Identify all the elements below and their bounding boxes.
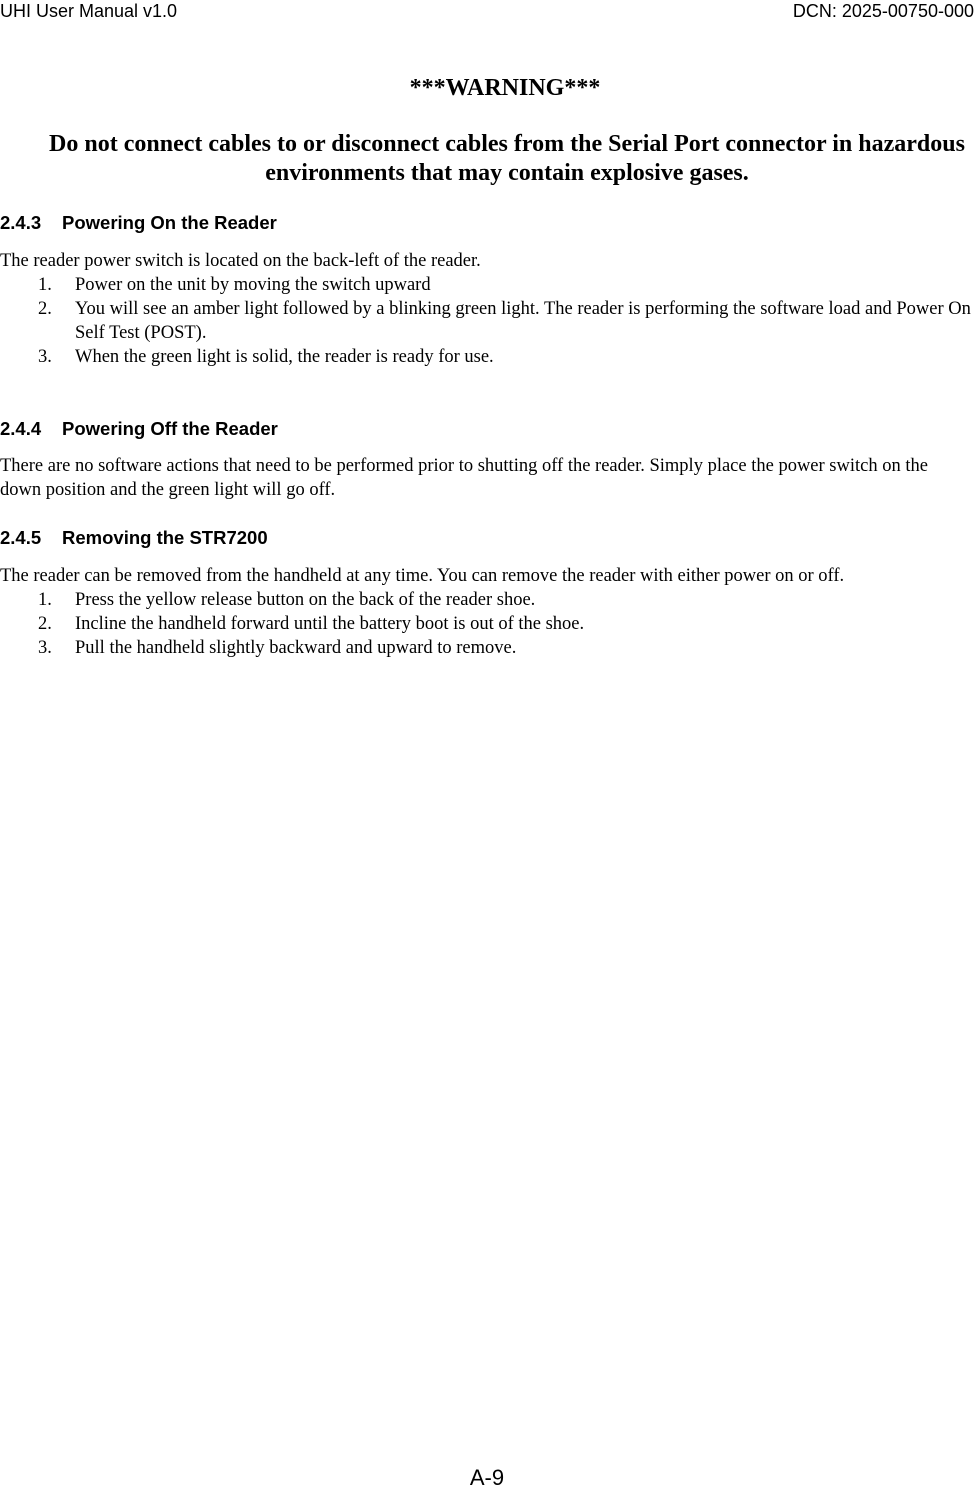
section-heading [0,526,974,550]
section-intro: The reader can be removed from the handheld at any time. You can remove the reader with either power on or off. [0,566,845,586]
section-heading [0,417,974,441]
list-marker: 2. [38,299,52,319]
section-removing-str7200 [0,526,974,660]
document-control-number: DCN: 2025-00750-000 [792,1,974,21]
section-number: 2.4.5 [0,527,42,548]
page-number: A-9 [469,1465,505,1490]
list-item-text: You will see an amber light followed by a blinking green light. The reader is performing the software load and Power On Self Test (POST). [75,299,971,343]
list-marker: 2. [38,614,52,634]
section-powering-off [0,417,974,502]
list-item [0,297,974,345]
section-heading [0,211,974,235]
steps-list [0,273,974,369]
list-item [0,612,974,636]
section-title: Removing the STR7200 [62,527,268,548]
list-item-text: Pull the handheld slightly backward and upward to remove. [75,638,517,658]
list-marker: 1. [38,590,52,610]
section-title: Powering Off the Reader [62,418,278,439]
list-item [0,588,974,612]
list-item-text: Power on the unit by moving the switch upward [75,275,431,295]
list-marker: 3. [38,347,52,367]
section-number: 2.4.4 [0,418,42,439]
list-item [0,345,974,369]
warning-title: ***WARNING*** [409,75,601,101]
list-item-text: Press the yellow release button on the back of the reader shoe. [75,590,536,610]
section-number: 2.4.3 [0,212,42,233]
steps-list [0,588,974,660]
document-header-title: UHI User Manual v1.0 [0,1,178,21]
section-title: Powering On the Reader [62,212,277,233]
list-marker: 3. [38,638,52,658]
list-marker: 1. [38,275,52,295]
list-item [0,636,974,660]
list-item-text: When the green light is solid, the reader is ready for use. [75,347,494,367]
section-intro: The reader power switch is located on the back-left of the reader. [0,251,481,271]
section-powering-on [0,211,974,369]
section-intro: There are no software actions that need to be performed prior to shutting off the reader. Simply place the power switch on the down position and the green light will go off. [0,456,928,500]
list-item [0,273,974,297]
warning-text: Do not connect cables to or disconnect cables from the Serial Port connector in hazardous environments that may contain explosive gases. [49,131,965,186]
list-item-text: Incline the handheld forward until the battery boot is out of the shoe. [75,614,585,634]
